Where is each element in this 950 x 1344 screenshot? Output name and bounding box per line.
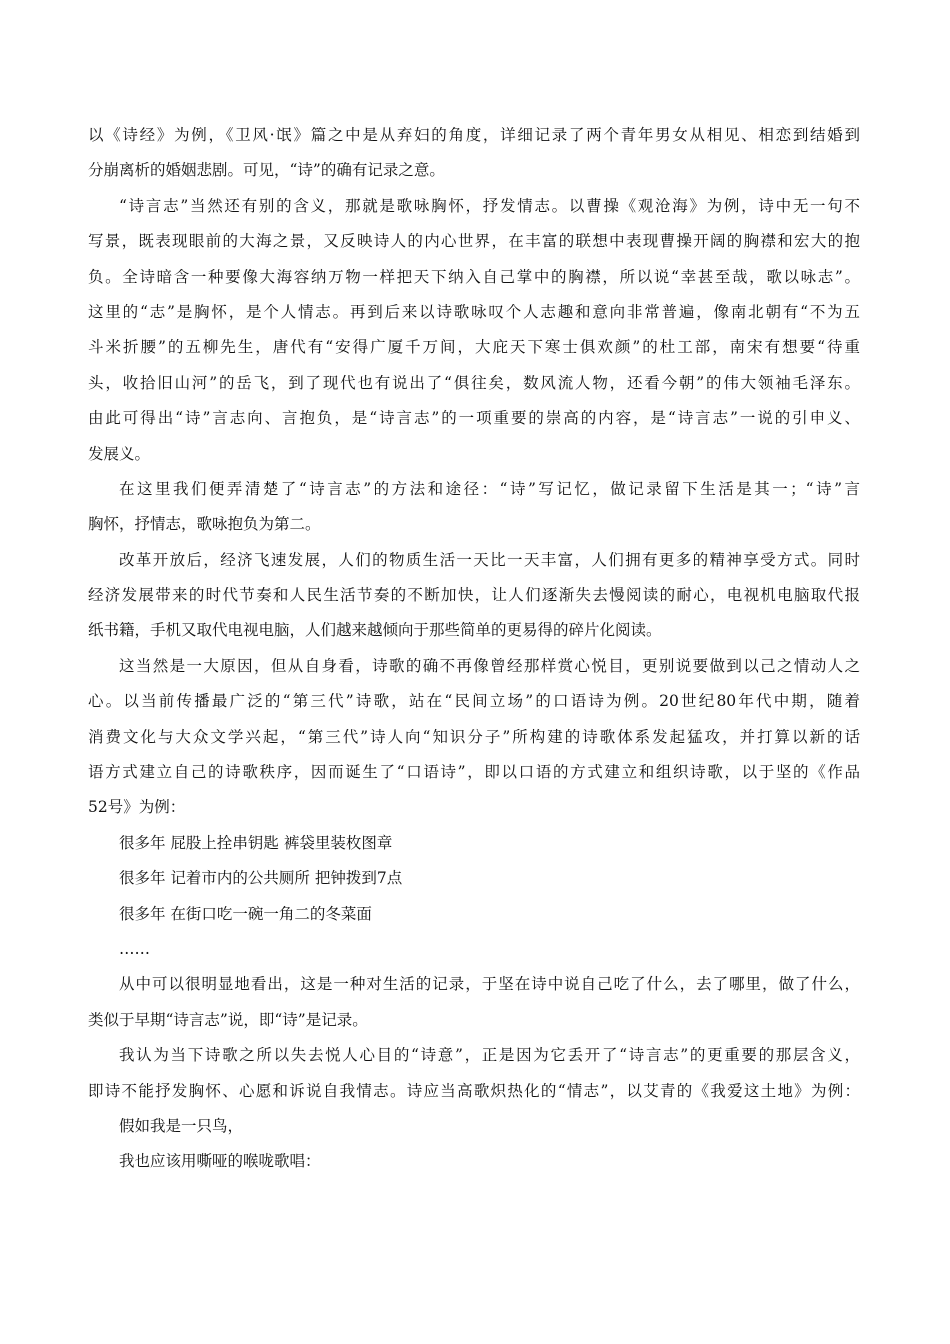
text-line: 以《诗经》为例，《卫风·氓》篇之中是从弃妇的角度，详细记录了两个青年男女从相见、相恋到结婚到	[88, 126, 860, 144]
paragraph-start-line: 改革开放后，经济飞速发展，人们的物质生活一天比一天丰富，人们拥有更多的精神享受方式。同时	[119, 550, 860, 569]
poem-line: 很多年 在街口吃一碗一角二的冬菜面	[119, 904, 372, 923]
text-line: 负。全诗暗含一种要像大海容纳万物一样把天下纳入自己掌中的胸襟，所以说“幸甚至哉，歌以咏志”。	[88, 267, 860, 286]
text-line: 52号》为例：	[88, 798, 186, 817]
paragraph-start-line: 我认为当下诗歌之所以失去悦人心目的“诗意”，正是因为它丢开了“诗言志”的更重要的那层含义，	[119, 1046, 860, 1065]
text-line: 类似于早期“诗言志”说，即“诗”是记录。	[88, 1010, 368, 1029]
text-line: 心。以当前传播最广泛的“第三代”诗歌，站在“民间立场”的口语诗为例。20世纪80年代中期，随着	[88, 692, 860, 711]
text-line: 斗米折腰”的五柳先生，唐代有“安得广厦千万间，大庇天下寒士俱欢颜”的杜工部，南宋有想要“待重	[88, 338, 860, 357]
poem-line: 我也应该用嘶哑的喉咙歌唱：	[119, 1152, 321, 1171]
text-line: 经济发展带来的时代节奏和人民生活节奏的不断加快，让人们逐渐失去慢阅读的耐心，电视机电脑取代报	[88, 586, 860, 605]
poem-line: 很多年 屁股上拴串钥匙 裤袋里装枚图章	[119, 833, 393, 852]
text-line: 纸书籍，手机又取代电视电脑，人们越来越倾向于那些简单的更易得的碎片化阅读。	[88, 621, 662, 640]
text-line: 发展义。	[88, 444, 151, 463]
text-line: 语方式建立自己的诗歌秩序，因而诞生了“口语诗”，即以口语的方式建立和组织诗歌，以于坚的《作品	[88, 763, 860, 782]
text-line: 写景，既表现眼前的大海之景，又反映诗人的内心世界，在丰富的联想中表现曹操开阔的胸襟和宏大的抱	[88, 232, 860, 251]
poem-ellipsis: ……	[119, 939, 150, 958]
text-line: 分崩离析的婚姻悲剧。可见，“诗”的确有记录之意。	[88, 161, 445, 180]
paragraph-start-line: 在这里我们便弄清楚了“诗言志”的方法和途径：“诗”写记忆，做记录留下生活是其一；“诗”言	[119, 479, 860, 498]
poem-line: 假如我是一只鸟，	[119, 1116, 244, 1135]
text-line: 胸怀，抒情志，歌咏抱负为第二。	[88, 515, 321, 534]
document-body	[88, 118, 860, 1180]
text-line: 由此可得出“诗”言志向、言抱负，是“诗言志”的一项重要的崇高的内容，是“诗言志”一说的引申义、	[88, 409, 860, 428]
paragraph-start-line: 从中可以很明显地看出，这是一种对生活的记录，于坚在诗中说自己吃了什么，去了哪里，做了什么，	[119, 975, 860, 994]
text-line: 消费文化与大众文学兴起，“第三代”诗人向“知识分子”所构建的诗歌体系发起猛攻，并打算以新的话	[88, 727, 860, 746]
text-line: 即诗不能抒发胸怀、心愿和诉说自我情志。诗应当高歌炽热化的“情志”，以艾青的《我爱这土地》为例：	[88, 1081, 860, 1100]
paragraph-start-line: “诗言志”当然还有别的含义，那就是歌咏胸怀，抒发情志。以曹操《观沧海》为例，诗中无一句不	[119, 196, 860, 215]
text-line: 头，收拾旧山河”的岳飞，到了现代也有说出了“俱往矣，数风流人物，还看今朝”的伟大领袖毛泽东。	[88, 373, 860, 392]
poem-line: 很多年 记着市内的公共厕所 把钟拨到7点	[119, 869, 403, 888]
text-line: 这里的“志”是胸怀，是个人情志。再到后来以诗歌咏叹个人志趣和意向非常普遍，像南北朝有“不为五	[88, 302, 860, 321]
paragraph-start-line: 这当然是一大原因，但从自身看，诗歌的确不再像曾经那样赏心悦目，更别说要做到以己之情动人之	[119, 656, 860, 675]
